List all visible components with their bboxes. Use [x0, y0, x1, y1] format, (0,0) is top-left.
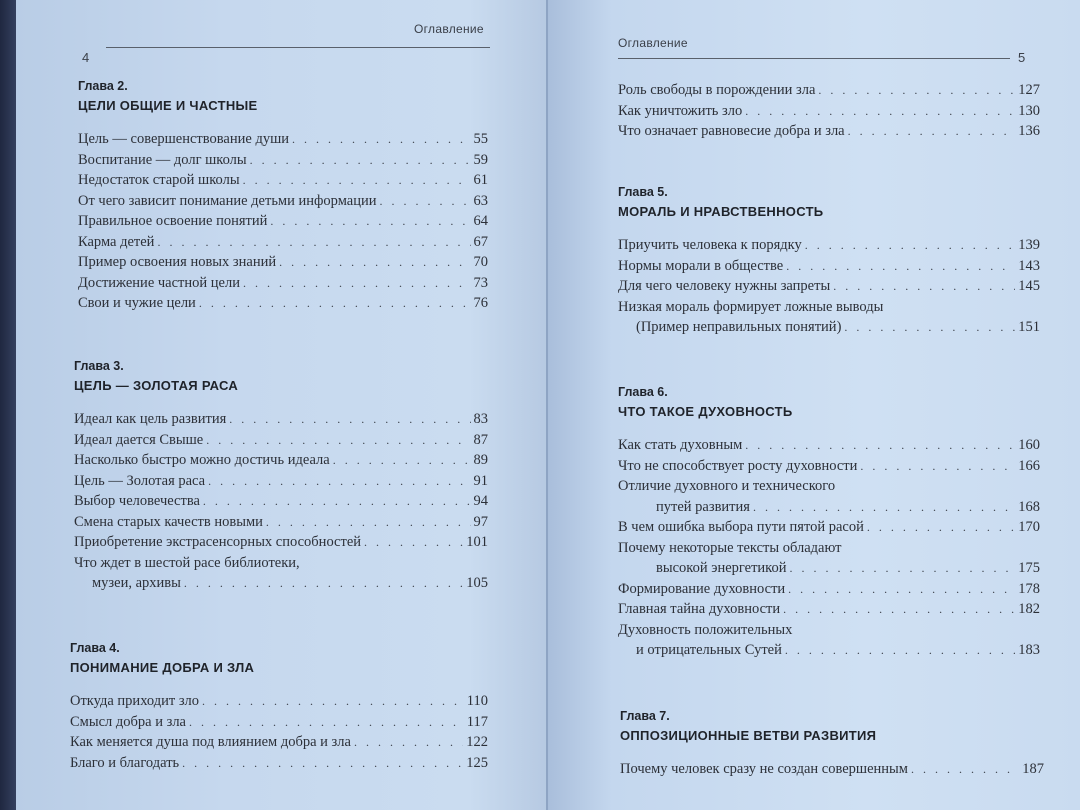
toc-entry[interactable]: Цель — совершенствование души . . . 55 [78, 129, 488, 150]
page-number-left: 4 [82, 50, 90, 65]
toc-entry[interactable]: Смена старых качеств новыми . . . 97 [74, 512, 488, 533]
toc-entry[interactable]: Идеал как цель развития . . . 83 [74, 409, 488, 430]
toc-entry[interactable]: музеи, архивы . . . 105 [74, 573, 488, 594]
chapter-label: Глава 3. [74, 359, 124, 373]
toc-list [618, 235, 1040, 338]
toc-entry[interactable]: Как уничтожить зло . . . 130 [618, 101, 1040, 122]
toc-entry-line[interactable]: Что ждет в шестой расе библиотеки, [74, 554, 300, 571]
book-cover-edge [0, 0, 16, 810]
toc-entry[interactable]: В чем ошибка выбора пути пятой расой . . . 170 [618, 517, 1040, 538]
toc-list [74, 409, 488, 594]
running-head-left: Оглавление [414, 22, 484, 36]
header-rule-right [618, 58, 1010, 59]
left-page [16, 0, 548, 810]
toc-entry-line[interactable]: Духовность положительных [618, 621, 793, 638]
toc-list [620, 759, 1044, 780]
toc-entry[interactable]: Смысл добра и зла . . . 117 [70, 712, 488, 733]
toc-entry[interactable]: Что не способствует росту духовности . . . 166 [618, 456, 1040, 477]
toc-entry[interactable]: Выбор человечества . . . 94 [74, 491, 488, 512]
chapter-label: Глава 2. [78, 79, 128, 93]
toc-entry[interactable]: Как стать духовным . . . 160 [618, 435, 1040, 456]
toc-entry[interactable]: Воспитание — долг школы . . . 59 [78, 150, 488, 171]
toc-entry[interactable]: Формирование духовности . . . 178 [618, 579, 1040, 600]
chapter-title: ЦЕЛИ ОБЩИЕ И ЧАСТНЫЕ [78, 98, 258, 113]
toc-entry[interactable]: Достижение частной цели . . . 73 [78, 273, 488, 294]
toc-entry[interactable]: Карма детей . . . 67 [78, 232, 488, 253]
toc-entry-line[interactable]: Низкая мораль формирует ложные выводы [618, 298, 884, 315]
chapter-label: Глава 5. [618, 185, 668, 199]
right-page [548, 0, 1080, 810]
page-number-right: 5 [1018, 50, 1026, 65]
chapter-title: ОППОЗИЦИОННЫЕ ВЕТВИ РАЗВИТИЯ [620, 728, 877, 743]
toc-entry[interactable]: Насколько быстро можно достичь идеала . . . 89 [74, 450, 488, 471]
toc-entry[interactable]: Свои и чужие цели . . . 76 [78, 293, 488, 314]
toc-entry[interactable]: Приучить человека к порядку . . . 139 [618, 235, 1040, 256]
running-head-right: Оглавление [618, 36, 688, 50]
toc-entry[interactable]: Идеал дается Свыше . . . 87 [74, 430, 488, 451]
chapter-title: ЧТО ТАКОЕ ДУХОВНОСТЬ [618, 404, 793, 419]
toc-entry[interactable]: Пример освоения новых знаний . . . 70 [78, 252, 488, 273]
toc-list [78, 129, 488, 314]
toc-entry[interactable]: Как меняется душа под влиянием добра и зла . . . 122 [70, 732, 488, 753]
chapter-4 [70, 640, 488, 773]
chapter-7 [620, 708, 1044, 780]
toc-list [70, 691, 488, 773]
chapter-title: ПОНИМАНИЕ ДОБРА И ЗЛА [70, 660, 255, 675]
chapter-4-continued [618, 80, 1040, 142]
chapter-6 [618, 384, 1040, 661]
toc-entry[interactable]: и отрицательных Сутей . . . 183 [618, 640, 1040, 661]
chapter-3 [74, 358, 488, 594]
toc-entry[interactable]: (Пример неправильных понятий) . . . 151 [618, 317, 1040, 338]
chapter-label: Глава 4. [70, 641, 120, 655]
chapter-label: Глава 7. [620, 709, 670, 723]
toc-entry[interactable]: Правильное освоение понятий . . . 64 [78, 211, 488, 232]
chapter-title: МОРАЛЬ И НРАВСТВЕННОСТЬ [618, 204, 824, 219]
toc-entry[interactable]: высокой энергетикой . . . 175 [618, 558, 1040, 579]
toc-entry[interactable]: Недостаток старой школы . . . 61 [78, 170, 488, 191]
toc-entry-line[interactable]: Отличие духовного и технического [618, 478, 836, 494]
chapter-label: Глава 6. [618, 385, 668, 399]
toc-entry[interactable]: Главная тайна духовности . . . 182 [618, 599, 1040, 620]
toc-entry[interactable]: Откуда приходит зло . . . 110 [70, 691, 488, 712]
toc-entry[interactable]: Приобретение экстрасенсорных способностей . . . 101 [74, 532, 488, 553]
toc-entry-line[interactable]: Почему некоторые тексты обладают [618, 539, 842, 556]
toc-entry[interactable]: Нормы морали в обществе . . . 143 [618, 256, 1040, 277]
toc-entry[interactable]: Благо и благодать . . . 125 [70, 753, 488, 774]
toc-entry[interactable]: Роль свободы в порождении зла . . . 127 [618, 80, 1040, 101]
toc-entry[interactable]: Цель — Золотая раса . . . 91 [74, 471, 488, 492]
toc-list [618, 435, 1040, 661]
header-rule-left [106, 47, 490, 48]
chapter-2 [78, 78, 488, 314]
chapter-title: ЦЕЛЬ — ЗОЛОТАЯ РАСА [74, 378, 239, 393]
toc-entry[interactable]: Для чего человеку нужны запреты . . . 145 [618, 276, 1040, 297]
chapter-5 [618, 184, 1040, 338]
toc-entry[interactable]: Почему человек сразу не создан совершенным . . . 187 [620, 759, 1044, 780]
toc-entry[interactable]: Что означает равновесие добра и зла . . . 136 [618, 121, 1040, 142]
toc-entry[interactable]: От чего зависит понимание детьми информации . . . 63 [78, 191, 488, 212]
toc-entry[interactable]: путей развития . . . 168 [618, 497, 1040, 518]
